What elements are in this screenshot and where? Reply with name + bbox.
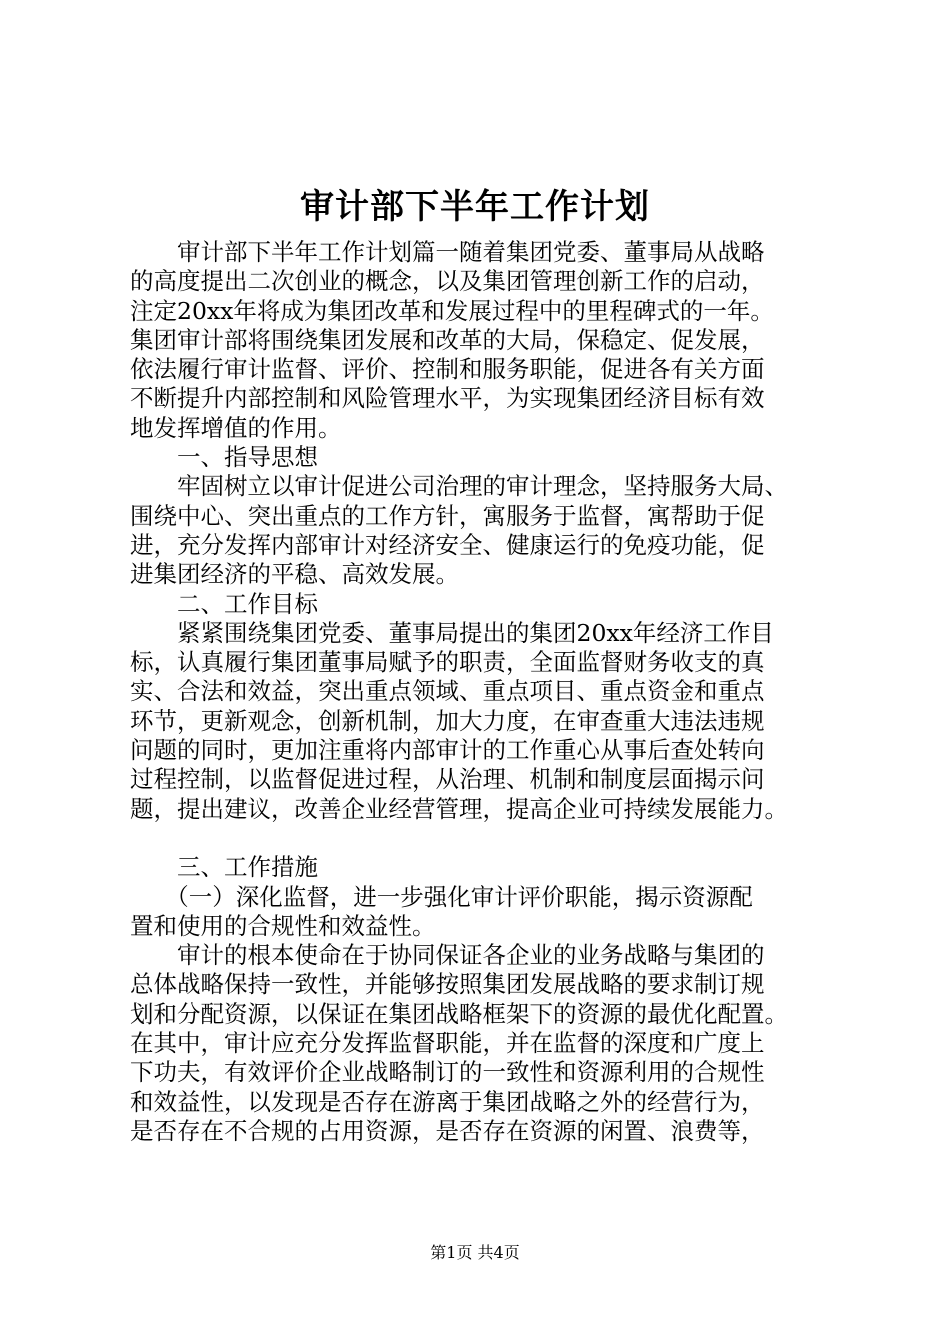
text-line: 题，提出建议，改善企业经营管理，提高企业可持续发展能力。: [130, 794, 788, 823]
text-line: 围绕中心、突出重点的工作方针，寓服务于监督，寓帮助于促: [130, 501, 765, 530]
document-body: [130, 238, 845, 1146]
text-line: 审计部下半年工作计划篇一随着集团党委、董事局从战略: [130, 238, 765, 266]
text-line: 过程控制，以监督促进过程，从治理、机制和制度层面揭示问: [130, 765, 765, 794]
document-title: 审计部下半年工作计划: [300, 187, 650, 227]
text-line: 在其中，审计应充分发挥监督职能，并在监督的深度和广度上: [130, 1029, 765, 1058]
text-line: 牢固树立以审计促进公司治理的审计理念，坚持服务大局、: [130, 472, 788, 501]
text-line: 标，认真履行集团董事局赋予的职责，全面监督财务收支的真: [130, 648, 765, 677]
text-line: 注定20xx年将成为集团改革和发展过程中的里程碑式的一年。: [130, 296, 774, 325]
text-line: 进集团经济的平稳、高效发展。: [130, 560, 459, 589]
section-heading: 二、工作目标: [130, 589, 318, 618]
text-line: 和效益性，以发现是否存在游离于集团战略之外的经营行为，: [130, 1087, 765, 1116]
text-line: 紧紧围绕集团党委、董事局提出的集团20xx年经济工作目: [130, 618, 774, 647]
text-line: 不断提升内部控制和风险管理水平，为实现集团经济目标有效: [130, 384, 765, 413]
text-line: 置和使用的合规性和效益性。: [130, 911, 436, 940]
text-line: 实、合法和效益，突出重点领域、重点项目、重点资金和重点: [130, 677, 765, 706]
text-line: 总体战略保持一致性，并能够按照集团发展战略的要求制订规: [130, 970, 765, 999]
text-line: 进，充分发挥内部审计对经济安全、健康运行的免疫功能，促: [130, 530, 765, 559]
section-heading: 一、指导思想: [130, 443, 318, 472]
text-line: 的高度提出二次创业的概念，以及集团管理创新工作的启动，: [130, 267, 765, 296]
page-footer: 第1页 共4页: [430, 1243, 520, 1262]
text-line: 集团审计部将围绕集团发展和改革的大局，保稳定、促发展，: [130, 325, 765, 354]
text-line: 下功夫，有效评价企业战略制订的一致性和资源利用的合规性: [130, 1058, 765, 1087]
text-line: 划和分配资源，以保证在集团战略框架下的资源的最优化配置。: [130, 999, 788, 1028]
text-line: 是否存在不合规的占用资源，是否存在资源的闲置、浪费等，: [130, 1116, 765, 1145]
text-line: （一）深化监督，进一步强化审计评价职能，揭示资源配: [130, 882, 753, 911]
text-line: 依法履行审计监督、评价、控制和服务职能，促进各有关方面: [130, 355, 765, 384]
blank-line: [130, 824, 845, 853]
text-line: 地发挥增值的作用。: [130, 413, 342, 442]
text-line: 审计的根本使命在于协同保证各企业的业务战略与集团的: [130, 941, 765, 970]
text-line: 环节，更新观念，创新机制，加大力度，在审查重大违法违规: [130, 706, 765, 735]
text-line: 问题的同时，更加注重将内部审计的工作重心从事后查处转向: [130, 736, 765, 765]
section-heading: 三、工作措施: [130, 853, 318, 882]
